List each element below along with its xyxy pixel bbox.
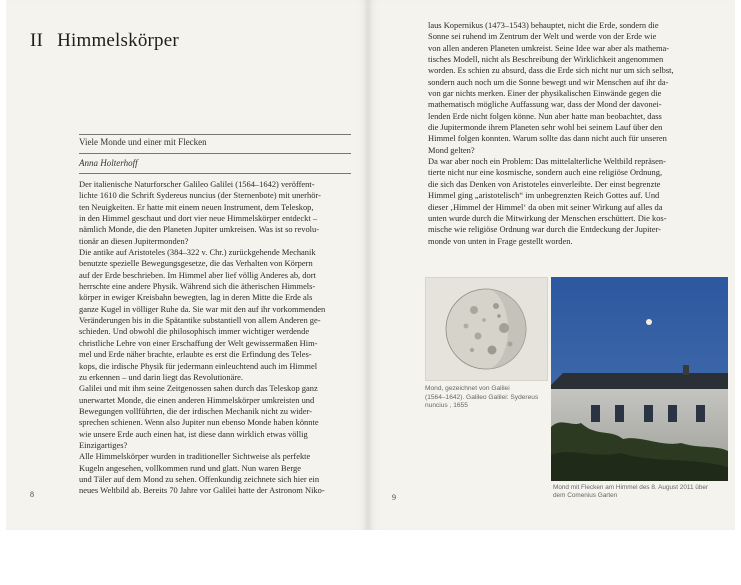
author-rule-top — [79, 153, 351, 154]
text-line: die sich das Denken von Aristoteles einverleibte. Der einst begrenzte — [428, 178, 661, 189]
text-line: in den Himmel geschaut und dort vier neue Himmelskörper entdeckt – — [79, 213, 318, 224]
photo-caption-line: dem Comenius Garten — [553, 492, 618, 500]
text-line: unten wurde durch die Mitwirkung der Menschen erschüttert. Die kos- — [428, 212, 667, 223]
text-line: nämlich Monde, die den Planeten Jupiter umkreisen. Was ist so revolu- — [79, 224, 320, 235]
text-line: auf der Erde beschrieben. Im Himmel aber lief völlig Anderes ab, dort — [79, 269, 316, 280]
text-line: Der italienische Naturforscher Galileo Galilei (1564–1642) veröffent- — [79, 179, 315, 189]
text-line: monde von unten in Frage gestellt worden. — [428, 235, 573, 246]
text-line: sprechen schienen. Wenn also Jupiter nun ebenso Monde haben könnte — [79, 417, 319, 428]
text-line: worden. Es schien zu absurd, dass die Erde sich nicht nur um sich selbst, — [428, 65, 674, 76]
house-moon-photo — [551, 277, 728, 481]
text-line: ten Neuigkeiten. Er hatte mit einem neuen Instrument, dem Teleskop, — [79, 201, 314, 212]
chapter-number: II — [30, 30, 44, 51]
text-line: herrschte eine andere Physik. Während sich die ätherischen Himmels- — [79, 281, 316, 292]
right-body-text — [428, 20, 724, 247]
text-line: Himmel ging „aristotelisch“ im unbegrenzten Reich Gottes auf. Und — [428, 190, 660, 201]
page-number-left: 8 — [30, 490, 34, 499]
left-body-text — [79, 179, 361, 497]
moon-sketch-icon — [426, 278, 547, 380]
text-line: Veränderungen bis in die Spätantike substantiell von allem Anderen ge- — [79, 315, 321, 326]
text-line: von allen anderen Planeten umkreist. Seine Idee war aber als mathema- — [428, 42, 670, 53]
text-line: zu erkennen – und darin liegt das Revolutionäre. — [79, 371, 244, 382]
chapter-title: Himmelskörper — [57, 30, 179, 51]
text-line: Bewegungen vollführten, die der irdischen Mechanik nicht zu wider- — [79, 405, 312, 416]
text-line: Sonne sei ruhend im Zentrum der Welt und werde von der Erde wie — [428, 31, 657, 42]
text-line: Galilei und mit ihm seine Zeitgenossen sahen durch das Teleskop ganz — [79, 383, 318, 394]
moon-caption-line: (1564–1642). Galileo Galilei: Sydereus — [425, 393, 539, 401]
moon-caption-line: nuncius , 1655 — [425, 402, 468, 410]
text-line: Die antike auf Aristoteles (384–322 v. Chr.) zurückgehende Mechanik — [79, 247, 316, 258]
author-rule-bottom — [79, 173, 351, 174]
text-line: neues Weltbild ab. Bereits 70 Jahre vor Galilei hatte der Astronom Niko- — [79, 485, 325, 496]
text-line: laus Kopernikus (1473–1543) behauptet, nicht die Erde, sondern die — [428, 20, 659, 30]
text-line: tionär an diesen Jupitermonden? — [79, 235, 189, 246]
text-line: Einzigartiges? — [79, 439, 128, 450]
moon-caption-line: Mond, gezeichnet von Galilei — [425, 385, 510, 392]
text-line: mathematisch mögliche Auffassung war, dass der Mond der davonei- — [428, 99, 662, 110]
moon-drawing-figure — [425, 277, 548, 381]
subtitle-rule-top — [79, 134, 351, 135]
text-line: christliche Lehre von einer Erschaffung der Welt gewissermaßen Him- — [79, 337, 318, 348]
text-line: von gar nichts merken. Einer der physikalischen Einwände gegen die — [428, 88, 662, 99]
text-line: sondern auch noch um die Sonne bewegt und wir Menschen auf ihr da- — [428, 76, 669, 87]
text-line: Himmel folgen konnten. Warum sollte das dann nicht auch für unseren — [428, 133, 667, 144]
text-line: körper in ewiger Kreisbahn bewegten, lag in deren Mitte die Erde als — [79, 292, 313, 303]
text-line: ganze Kugel in völliger Ruhe da. Sie war mit den auf ihr vorkommenden — [79, 303, 326, 314]
right-page — [368, 0, 735, 530]
moon-photo-figure — [551, 277, 728, 481]
left-page — [6, 0, 368, 530]
text-line: kops, die irdische Physik für jedermann einleuchtend auch im Himmel — [79, 360, 318, 371]
article-subtitle: Viele Monde und einer mit Flecken — [79, 137, 207, 147]
text-line: Kugeln angesehen, vollkommen rund und glatt. Nun waren Berge — [79, 462, 301, 473]
text-line: unerwartet Monde, die einen anderen Himmelskörper umkreisten und — [79, 394, 315, 405]
photo-caption — [553, 484, 728, 500]
page-number-right: 9 — [392, 493, 396, 502]
photo-caption-line: Mond mit Flecken am Himmel des 8. August 2011 über — [553, 484, 709, 491]
text-line: dieser ‚Himmel der Himmel‘ da oben mit seiner Wirkung auf alles da — [428, 201, 663, 212]
text-line: tisches Modell, nicht als Beschreibung der Wirklichkeit angenommen — [428, 54, 664, 65]
text-line: die Jupitermonde ihrem Planeten sehr wohl bei seinem Lauf über den — [428, 122, 663, 133]
chapter-heading — [30, 30, 179, 52]
text-line: mel und Erde näher brachte, erlaubte es erst die Erfindung des Teles- — [79, 349, 312, 360]
text-line: und Täler auf dem Mond zu sehen. Offenkundig zeichnete sich hier ein — [79, 473, 320, 484]
text-line: schieden. Und obwohl die philosophisch immer wichtiger werdende — [79, 326, 310, 337]
text-line: lenden Erde nicht folgen könne. Nun aber hatte man beobachtet, dass — [428, 110, 662, 121]
text-line: lichte 1610 die Schrift Sydereus nuncius (der Sternenbote) mit unerhör- — [79, 190, 321, 201]
article-author: Anna Holterhoff — [79, 158, 138, 168]
text-line: tierte nicht nur eine kosmische, sondern auch eine religiöse Ordnung, — [428, 167, 663, 178]
text-line: Da war aber noch ein Problem: Das mittelalterliche Weltbild repräsen- — [428, 156, 666, 167]
text-line: mische wie religiöse Ordnung war durch die Entdeckung der Jupiter- — [428, 224, 661, 235]
text-line: Alle Himmelskörper wurden in traditioneller Sichtweise als perfekte — [79, 451, 311, 462]
text-line: wie unsere Erde auch einen hat, ist diese dann wirklich etwas völlig — [79, 428, 308, 439]
text-line: Mond gelten? — [428, 144, 475, 155]
moon-caption — [425, 385, 550, 411]
text-line: benutzte spezielle Bewegungsgesetze, die das Verhalten von Körpern — [79, 258, 313, 269]
